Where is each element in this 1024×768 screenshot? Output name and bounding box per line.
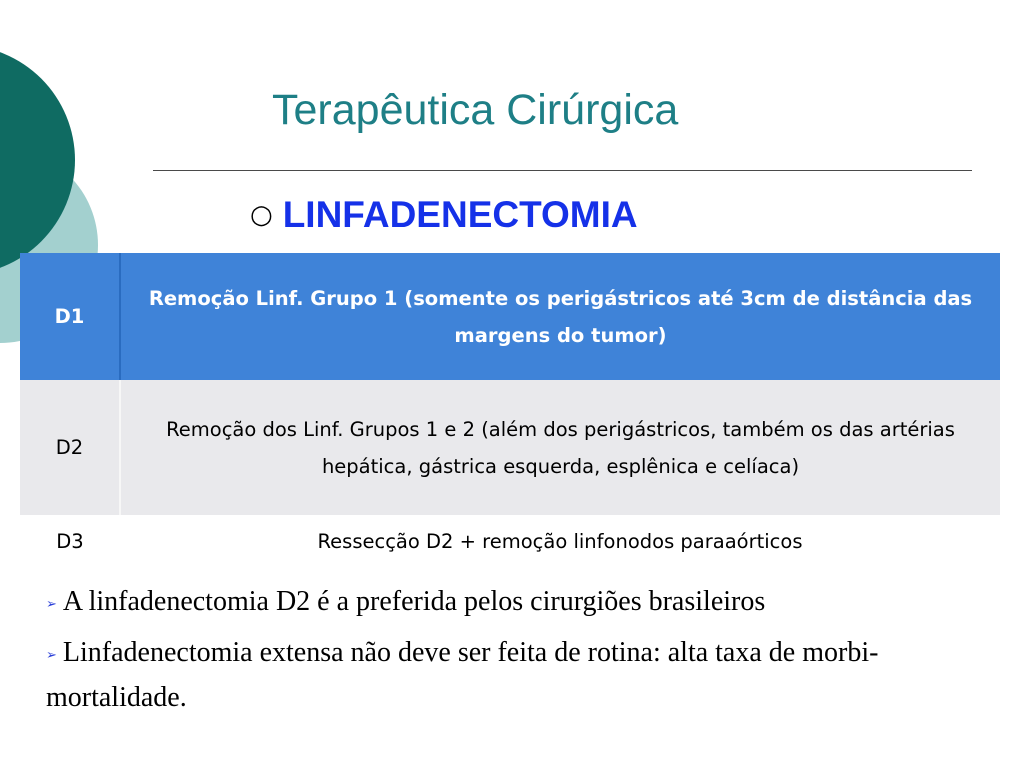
table-row	[20, 515, 1000, 567]
title-divider	[153, 170, 972, 171]
level-cell: D2	[20, 380, 120, 515]
arrow-bullet-icon: ➢	[46, 647, 57, 663]
slide-title: Terapêutica Cirúrgica	[272, 86, 679, 134]
note-text: Linfadenectomia extensa não deve ser feita de rotina: alta taxa de morbi-mortalidade.	[46, 637, 879, 714]
table-row	[20, 380, 1000, 515]
lymphadenectomy-table	[20, 253, 1000, 567]
level-cell: D3	[20, 515, 120, 567]
list-item	[46, 580, 976, 625]
subheading-text: LINFADENECTOMIA	[282, 194, 638, 235]
circle-bullet-icon: ○	[250, 200, 273, 230]
arrow-bullet-icon: ➢	[46, 596, 57, 612]
level-cell: D1	[20, 253, 120, 380]
subheading	[250, 190, 638, 240]
table-row	[20, 253, 1000, 380]
notes-list	[46, 580, 976, 725]
description-cell: Remoção Linf. Grupo 1 (somente os perigástricos até 3cm de distância das margens do tumor)	[120, 253, 1000, 380]
description-cell: Ressecção D2 + remoção linfonodos paraaórticos	[120, 515, 1000, 567]
note-text: A linfadenectomia D2 é a preferida pelos cirurgiões brasileiros	[62, 586, 766, 617]
list-item	[46, 631, 976, 719]
description-cell: Remoção dos Linf. Grupos 1 e 2 (além dos perigástricos, também os das artérias hepática, gástrica esquerda, esplênica e celíaca)	[120, 380, 1000, 515]
